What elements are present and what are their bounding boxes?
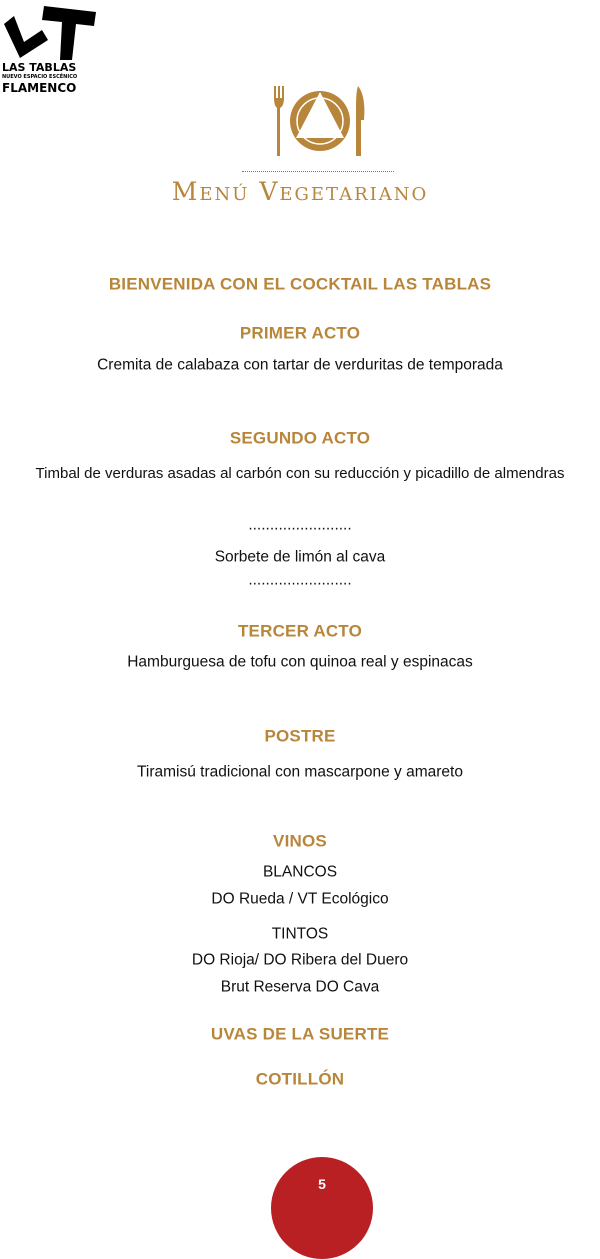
vinos-tintos-list: DO Rioja/ DO Ribera del Duero — [191, 951, 409, 969]
postre-dish: Tiramisú tradicional con mascarpone y amareto — [137, 763, 463, 781]
welcome-heading: BIENVENIDA CON EL COCKTAIL LAS TABLAS — [108, 274, 492, 294]
dots-top: ........................ — [248, 516, 352, 534]
plate-fork-knife-icon — [270, 86, 370, 156]
page-number: 5 — [318, 1176, 326, 1192]
sorbete-dish: Sorbete de limón al cava — [214, 548, 386, 566]
logo-text-subtitle: NUEVO ESPACIO ESCÉNICO — [2, 74, 78, 80]
postre-heading: POSTRE — [264, 726, 336, 746]
dots-bottom: ........................ — [248, 571, 352, 589]
page-title: Menú Vegetariano — [171, 177, 429, 206]
vinos-cava: Brut Reserva DO Cava — [220, 978, 380, 996]
cotillon-heading: COTILLÓN — [255, 1069, 345, 1089]
page-number-badge — [271, 1157, 373, 1259]
vinos-tintos-label: TINTOS — [271, 925, 329, 943]
logo-text-las-tablas: LAS TABLAS — [2, 61, 77, 74]
title-divider — [242, 171, 394, 172]
vinos-heading: VINOS — [273, 831, 327, 851]
primer-acto-heading: PRIMER ACTO — [239, 323, 361, 343]
tercer-acto-dish: Hamburguesa de tofu con quinoa real y espinacas — [127, 653, 473, 671]
uvas-heading: UVAS DE LA SUERTE — [210, 1024, 390, 1044]
tercer-acto-heading: TERCER ACTO — [237, 621, 363, 641]
las-tablas-logo-icon — [2, 2, 98, 62]
segundo-acto-heading: SEGUNDO ACTO — [229, 428, 371, 448]
vinos-blancos-label: BLANCOS — [262, 863, 338, 881]
segundo-acto-dish: Timbal de verduras asadas al carbón con su reducción y picadillo de almendras — [35, 464, 565, 482]
vinos-blancos-list: DO Rueda / VT Ecológico — [211, 890, 389, 908]
primer-acto-dish: Cremita de calabaza con tartar de verduritas de temporada — [97, 356, 503, 374]
logo-text-flamenco: FLAMENCO — [2, 81, 77, 95]
